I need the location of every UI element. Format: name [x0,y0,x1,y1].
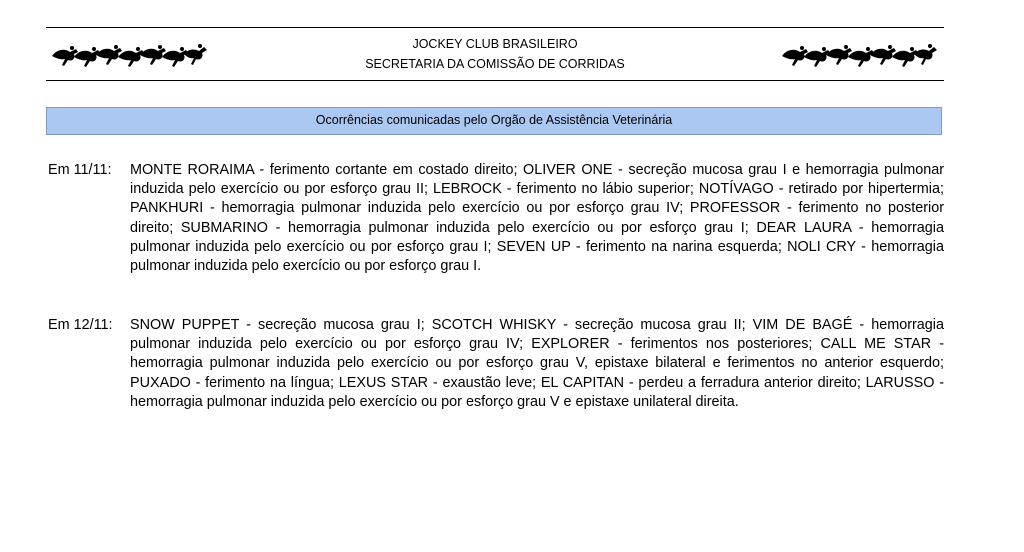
racing-horses-icon [50,40,210,70]
header-top-rule [46,27,944,28]
occurrence-entry [48,161,944,276]
occurrence-entry [48,316,944,412]
header-line-2: SECRETARIA DA COMISSÃO DE CORRIDAS [365,57,625,71]
section-banner-title: Ocorrências comunicadas pelo Orgão de Assistência Veterinária [315,113,673,127]
section-banner [46,107,942,135]
occurrence-date: Em 12/11: [48,317,113,333]
header-line-1: JOCKEY CLUB BRASILEIRO [412,37,578,51]
racing-horses-icon [780,40,940,70]
occurrence-text: MONTE RORAIMA - ferimento cortante em costado direito; OLIVER ONE - secreção mucosa grau I e hemorragia pulmonar induzida pelo exercício ou por esforço grau II; LEBROCK - ferimento no lábio superior; NOTÍVAGO - retirado por hipertermia; PANKHURI - hemorragia pulmonar induzida pelo exercício ou por esforço grau IV; PROFESSOR - ferimento no posterior direito; SUBMARINO - hemorragia pulmonar induzida pelo exercício ou por esforço grau I; DEAR LAURA - hemorragia pulmonar induzida pelo exercício ou por esforço grau I; SEVEN UP - ferimento na narina esquerda; NOLI CRY - hemorragia pulmonar induzida pelo exercício ou por esforço grau I. [130,162,944,275]
occurrence-date: Em 11/11: [48,162,112,178]
header-title [300,34,690,74]
occurrence-text: SNOW PUPPET - secreção mucosa grau I; SCOTCH WHISKY - secreção mucosa grau II; VIM DE BAGÉ - hemorragia pulmonar induzida pelo exercício ou por esforço grau IV; EXPLORER - ferimentos nos posteriores; CALL ME STAR - hemorragia pulmonar induzida pelo exercício ou por esforço grau V, epistaxe bilateral e ferimentos no anterior esquerdo; PUXADO - ferimento na língua; LEXUS STAR - exaustão leve; EL CAPITAN - perdeu a ferradura anterior direito; LARUSSO - hemorragia pulmonar induzida pelo exercício ou por esforço grau V e epistaxe unilateral direita. [130,317,944,410]
header-bottom-rule [46,80,944,81]
